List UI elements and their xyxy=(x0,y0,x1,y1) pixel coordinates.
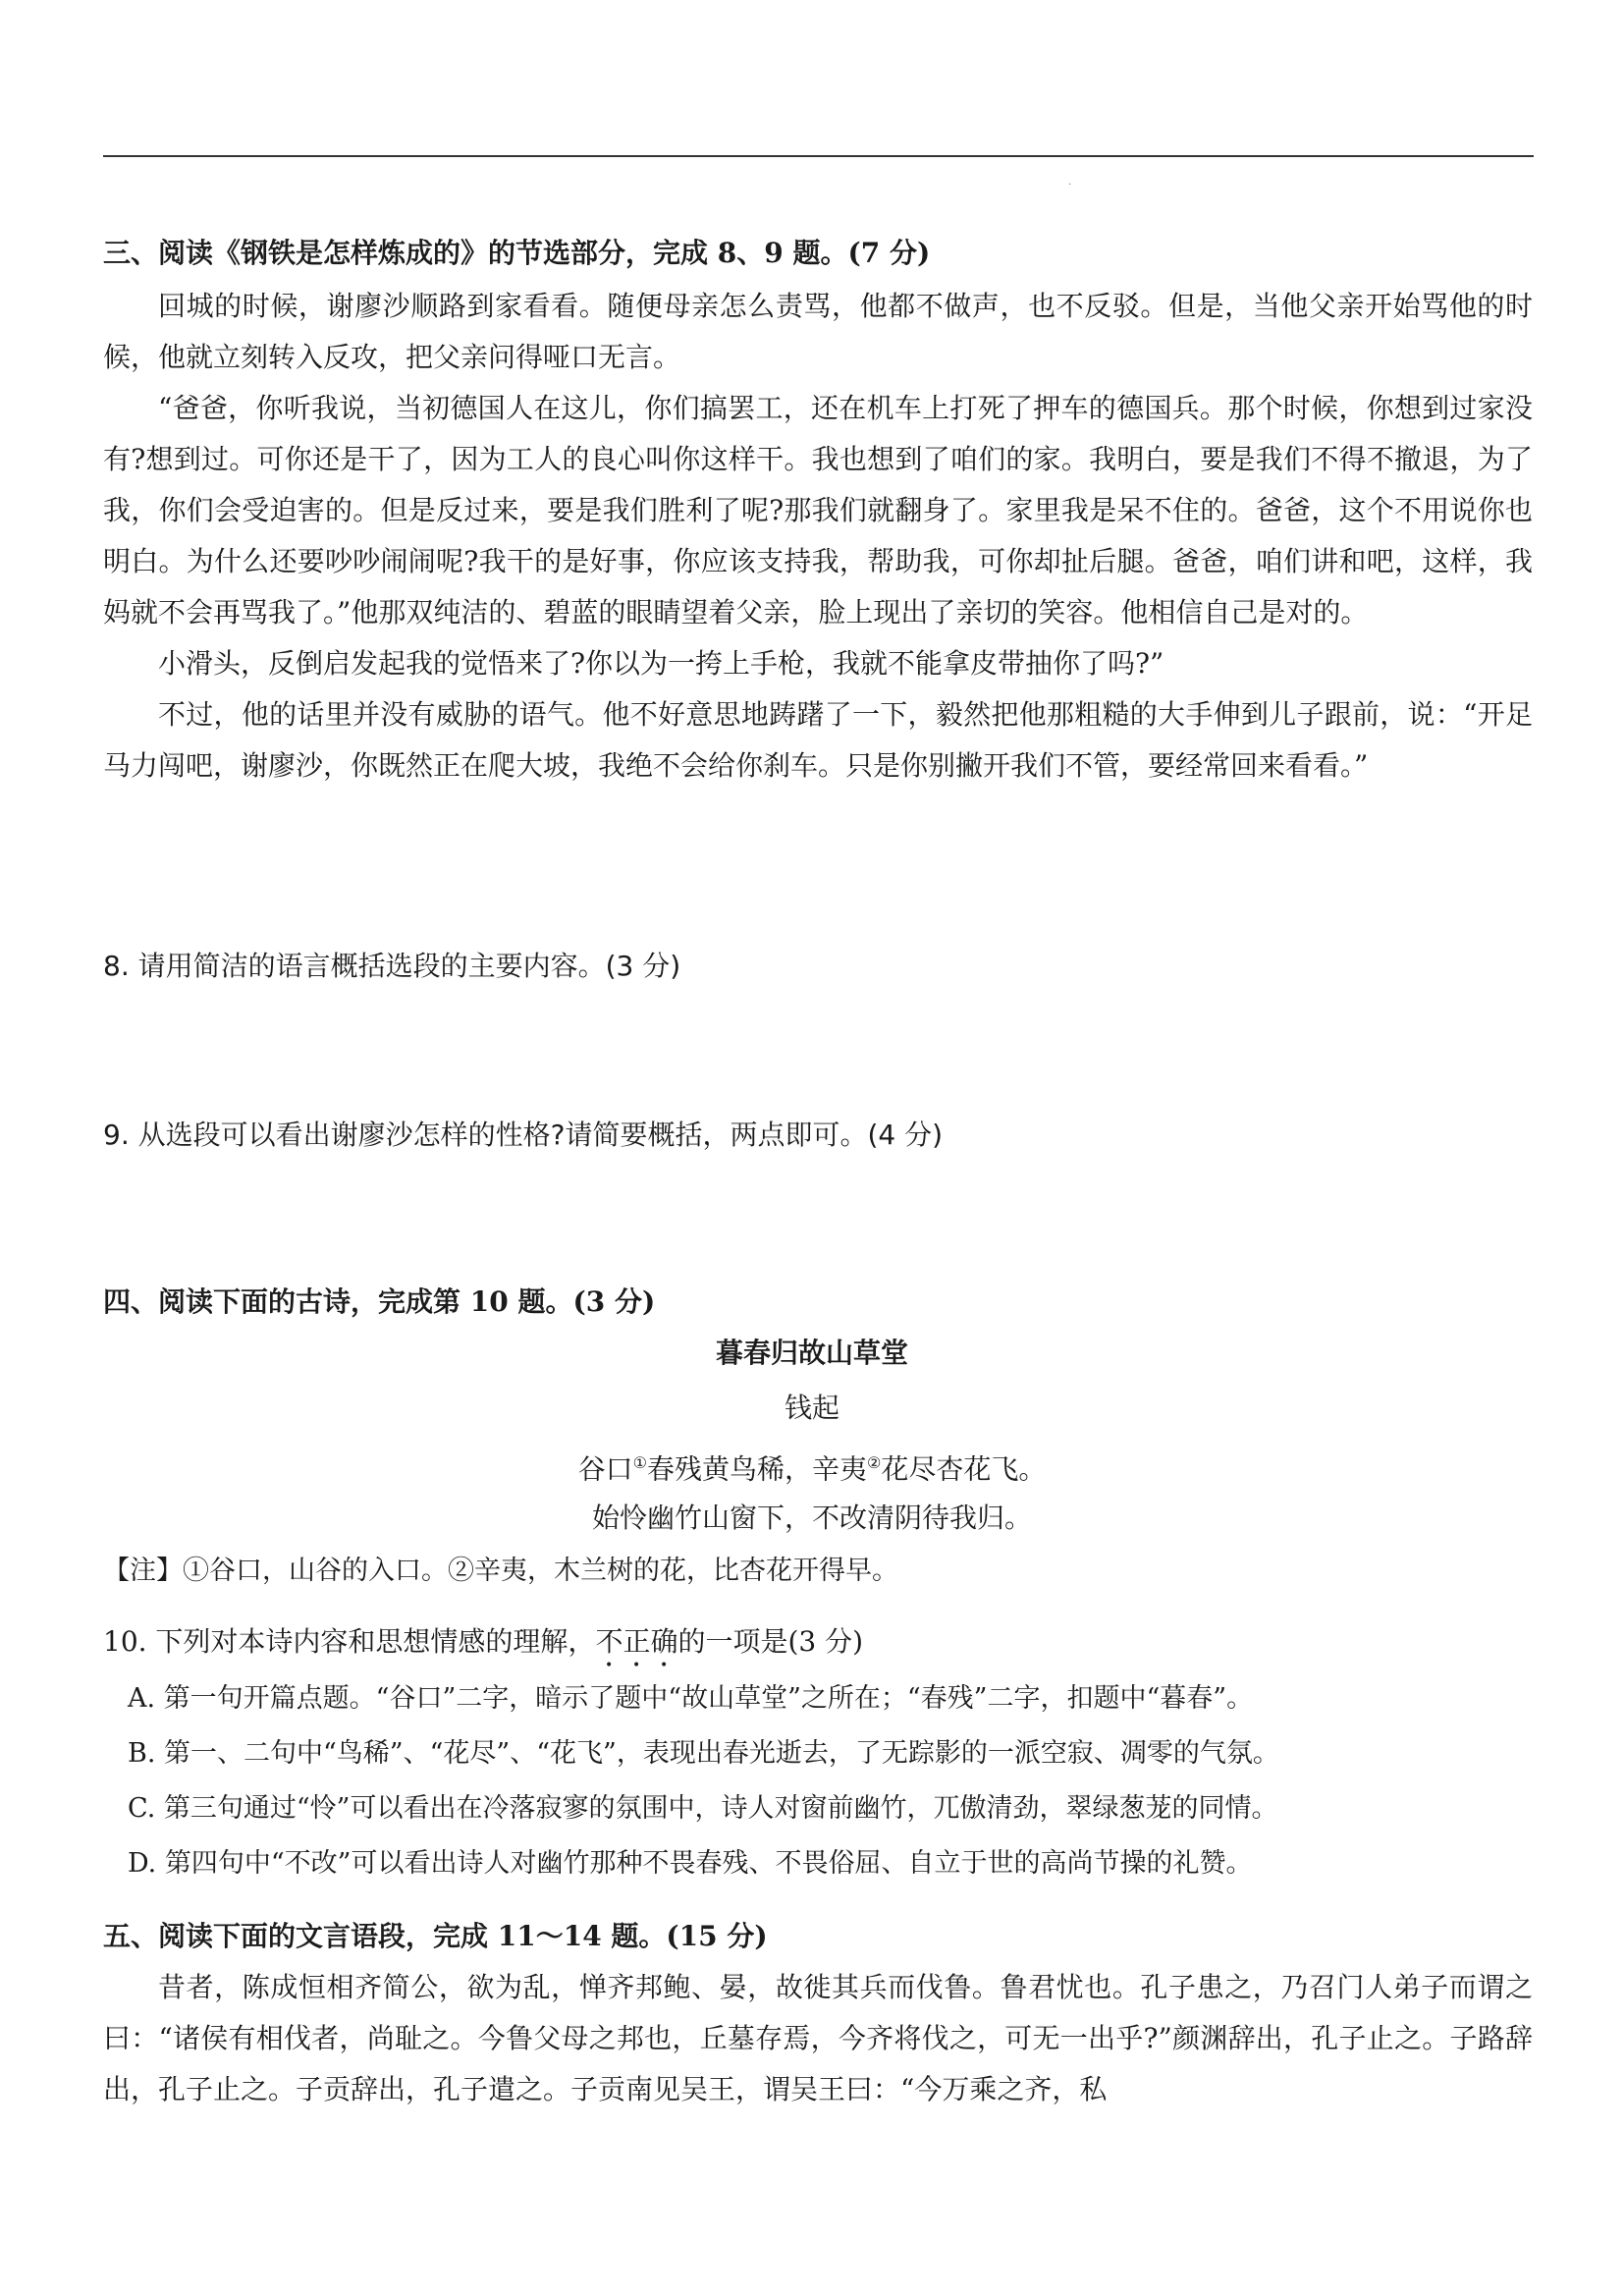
poem-line-1-part-a: 谷口 xyxy=(577,1452,633,1486)
classical-paragraph: 昔者，陈成恒相齐简公，欲为乱，惮齐邦鲍、晏，故徙其兵而伐鲁。鲁君忧也。孔子患之，乃召门人弟子而谓之曰：“诸侯有相伐者，尚耻之。今鲁父母之邦也，丘墓存焉，今齐将伐之，可无一出乎?”颜渊辞出，孔子止之。子路辞出，孔子止之。子贡辞出，孔子遣之。子贡南见吴王，谓吴王曰：“今万乘之齐，私 xyxy=(103,1971,1533,2105)
option-c: C. 第三句通过“怜”可以看出在冷落寂寥的氛围中，诗人对窗前幽竹，兀傲清劲，翠绿葱茏的同情。 xyxy=(128,1793,1278,1824)
option-b: B. 第一、二句中“鸟稀”、“花尽”、“花飞”，表现出春光逝去，了无踪影的一派空寂、凋零的气氛。 xyxy=(128,1738,1279,1769)
header-dot: · xyxy=(1068,180,1072,191)
option-a: A. 第一句开篇点题。“谷口”二字，暗示了题中“故山草堂”之所在；“春残”二字，扣题中“暮春”。 xyxy=(128,1683,1254,1714)
passage-paragraph: 小滑头，反倒启发起我的觉悟来了?你以为一挎上手枪，我就不能拿皮带抽你了吗?” xyxy=(158,647,1164,680)
poem-author: 钱起 xyxy=(784,1392,839,1424)
poem-note: 【注】①谷口，山谷的入口。②辛夷，木兰树的花，比杏花开得早。 xyxy=(103,1556,898,1586)
section-5 xyxy=(103,1917,1533,2115)
poem-line-2: 始怜幽竹山窗下，不改清阴待我归。 xyxy=(591,1502,1032,1534)
section-4-heading: 四、阅读下面的古诗，完成第 10 题。(3 分) xyxy=(103,1285,656,1318)
option-d: D. 第四句中“不改”可以看出诗人对幽竹那种不畏春残、不畏俗屈、自立于世的高尚节操的礼赞。 xyxy=(128,1848,1253,1879)
poem-title: 暮春归故山草堂 xyxy=(715,1337,908,1369)
section-5-heading: 五、阅读下面的文言语段，完成 11～14 题。(15 分) xyxy=(103,1920,768,1952)
question-10-text-a: 10. 下列对本诗内容和思想情感的理解， xyxy=(103,1625,596,1658)
question-8: 8. 请用简洁的语言概括选段的主要内容。(3 分) xyxy=(103,950,681,982)
passage-paragraph: 不过，他的话里并没有威胁的语气。他不好意思地踌躇了一下，毅然把他那粗糙的大手伸到儿子跟前，说：“开足马力闯吧，谢廖沙，你既然正在爬大坡，我绝不会给你刹车。只是你别撇开我们不管，要经常回来看看。” xyxy=(103,698,1533,782)
question-9: 9. 从选段可以看出谢廖沙怎样的性格?请简要概括，两点即可。(4 分) xyxy=(103,1119,944,1151)
footnote-mark-1: ① xyxy=(632,1453,647,1472)
section-4 xyxy=(103,1283,1533,1322)
poem-line-1 xyxy=(0,1444,1624,1489)
question-10-text-b: 的一项是(3 分) xyxy=(677,1625,864,1658)
header-rule xyxy=(103,155,1534,157)
poem-line-1-part-c: 花尽杏花飞。 xyxy=(881,1452,1047,1486)
question-10-emphasis: 不正确 xyxy=(595,1625,678,1658)
poem-line-1-part-b: 春残黄鸟稀，辛夷 xyxy=(646,1452,867,1486)
passage-paragraph: 回城的时候，谢廖沙顺路到家看看。随便母亲怎么责骂，他都不做声，也不反驳。但是，当他父亲开始骂他的时候，他就立刻转入反攻，把父亲问得哑口无言。 xyxy=(103,290,1533,373)
passage-paragraph: “爸爸，你听我说，当初德国人在这儿，你们搞罢工，还在机车上打死了押车的德国兵。那个时候，你想到过家没有?想到过。可你还是干了，因为工人的良心叫你这样干。我也想到了咱们的家。我明白，要是我们不得不撤退，为了我，你们会受迫害的。但是反过来，要是我们胜利了呢?那我们就翻身了。家里我是呆不住的。爸爸，这个不用说你也明白。为什么还要吵吵闹闹呢?我干的是好事，你应该支持我，帮助我，可你却扯后腿。爸爸，咱们讲和吧，这样，我妈就不会再骂我了。”他那双纯洁的、碧蓝的眼睛望着父亲，脸上现出了亲切的笑容。他相信自己是对的。 xyxy=(103,392,1533,628)
footnote-mark-2: ② xyxy=(867,1453,882,1472)
section-3 xyxy=(103,234,1533,792)
question-10 xyxy=(103,1622,863,1673)
section-3-heading: 三、阅读《钢铁是怎样炼成的》的节选部分，完成 8、9 题。(7 分) xyxy=(103,237,931,269)
